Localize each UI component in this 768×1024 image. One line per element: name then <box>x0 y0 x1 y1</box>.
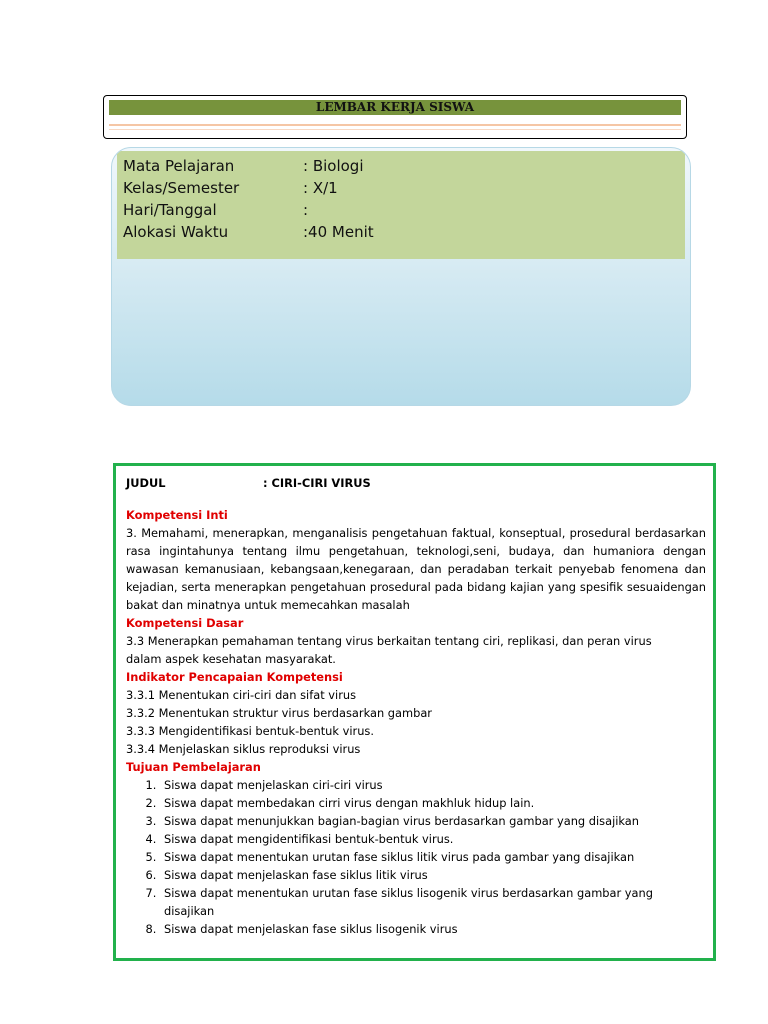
title-row <box>126 474 706 492</box>
basic-competence-text-1: 3.3 Menerapkan pemahaman tentang virus berkaitan tentang ciri, replikasi, dan peran virus <box>126 634 652 648</box>
learning-goal-item: 3. Siswa dapat menunjukkan bagian-bagian virus berdasarkan gambar yang disajikan <box>160 812 706 830</box>
info-value: :40 Menit <box>303 223 374 241</box>
info-label: Kelas/Semester <box>123 179 240 197</box>
worksheet-header <box>103 95 687 139</box>
indicator-item: 3.3.1 Menentukan ciri-ciri dan sifat virus <box>126 688 357 702</box>
header-divider <box>109 124 681 126</box>
info-label: Mata Pelajaran <box>123 157 235 175</box>
header-bar <box>109 100 681 115</box>
title-label: JUDUL <box>126 476 166 490</box>
info-value: : Biologi <box>303 157 364 175</box>
learning-goal-item: 6. Siswa dapat menjelaskan fase siklus litik virus <box>160 866 706 884</box>
indicator-item: 3.3.2 Menentukan struktur virus berdasarkan gambar <box>126 706 432 720</box>
learning-goal-item: 8. Siswa dapat menjelaskan fase siklus lisogenik virus <box>160 920 706 938</box>
learning-goal-item: 2. Siswa dapat membedakan cirri virus dengan makhluk hidup lain. <box>160 794 706 812</box>
info-label: Alokasi Waktu <box>123 223 229 241</box>
info-value: : <box>303 201 309 219</box>
basic-competence-text-2: dalam aspek kesehatan masyarakat. <box>126 652 336 666</box>
content-box <box>113 463 716 961</box>
info-label: Hari/Tanggal <box>123 201 217 219</box>
indicator-item: 3.3.3 Mengidentifikasi bentuk-bentuk virus. <box>126 724 374 738</box>
info-value: : X/1 <box>303 179 338 197</box>
core-competence-text: 3. Memahami, menerapkan, menganalisis pengetahuan faktual, konseptual, prosedural berdasarkan rasa ingintahunya tentang ilmu pengetahuan, teknologi,seni, budaya, dan humaniora dengan wawasan kemanusiaan, kebangsaan,kenegaraan, dan peradaban terkait penyebab fenomena dan kejadian, serta menerapkan pengetahuan prosedural pada bidang kajian yang spesifik sesuaidengan bakat dan minatnya untuk memecahkan masalah <box>126 526 706 612</box>
header-divider-thin <box>109 129 681 130</box>
title-value: : CIRI-CIRI VIRUS <box>263 476 371 490</box>
core-competence-heading: Kompetensi Inti <box>126 508 228 522</box>
info-fields <box>117 151 685 259</box>
learning-goals-list <box>126 776 706 938</box>
learning-goals-heading: Tujuan Pembelajaran <box>126 760 261 774</box>
learning-goal-item: 1. Siswa dapat menjelaskan ciri-ciri virus <box>160 776 706 794</box>
basic-competence-heading: Kompetensi Dasar <box>126 616 244 630</box>
learning-goal-item: 7. Siswa dapat menentukan urutan fase siklus lisogenik virus berdasarkan gambar yang disajikan <box>160 884 706 920</box>
learning-goal-item: 5. Siswa dapat menentukan urutan fase siklus litik virus pada gambar yang disajikan <box>160 848 706 866</box>
info-panel <box>111 147 691 406</box>
worksheet-title: LEMBAR KERJA SISWA <box>315 100 475 114</box>
learning-goal-item: 4. Siswa dapat mengidentifikasi bentuk-bentuk virus. <box>160 830 706 848</box>
indicator-heading: Indikator Pencapaian Kompetensi <box>126 670 343 684</box>
indicator-item: 3.3.4 Menjelaskan siklus reproduksi virus <box>126 742 361 756</box>
content-body <box>126 474 706 938</box>
